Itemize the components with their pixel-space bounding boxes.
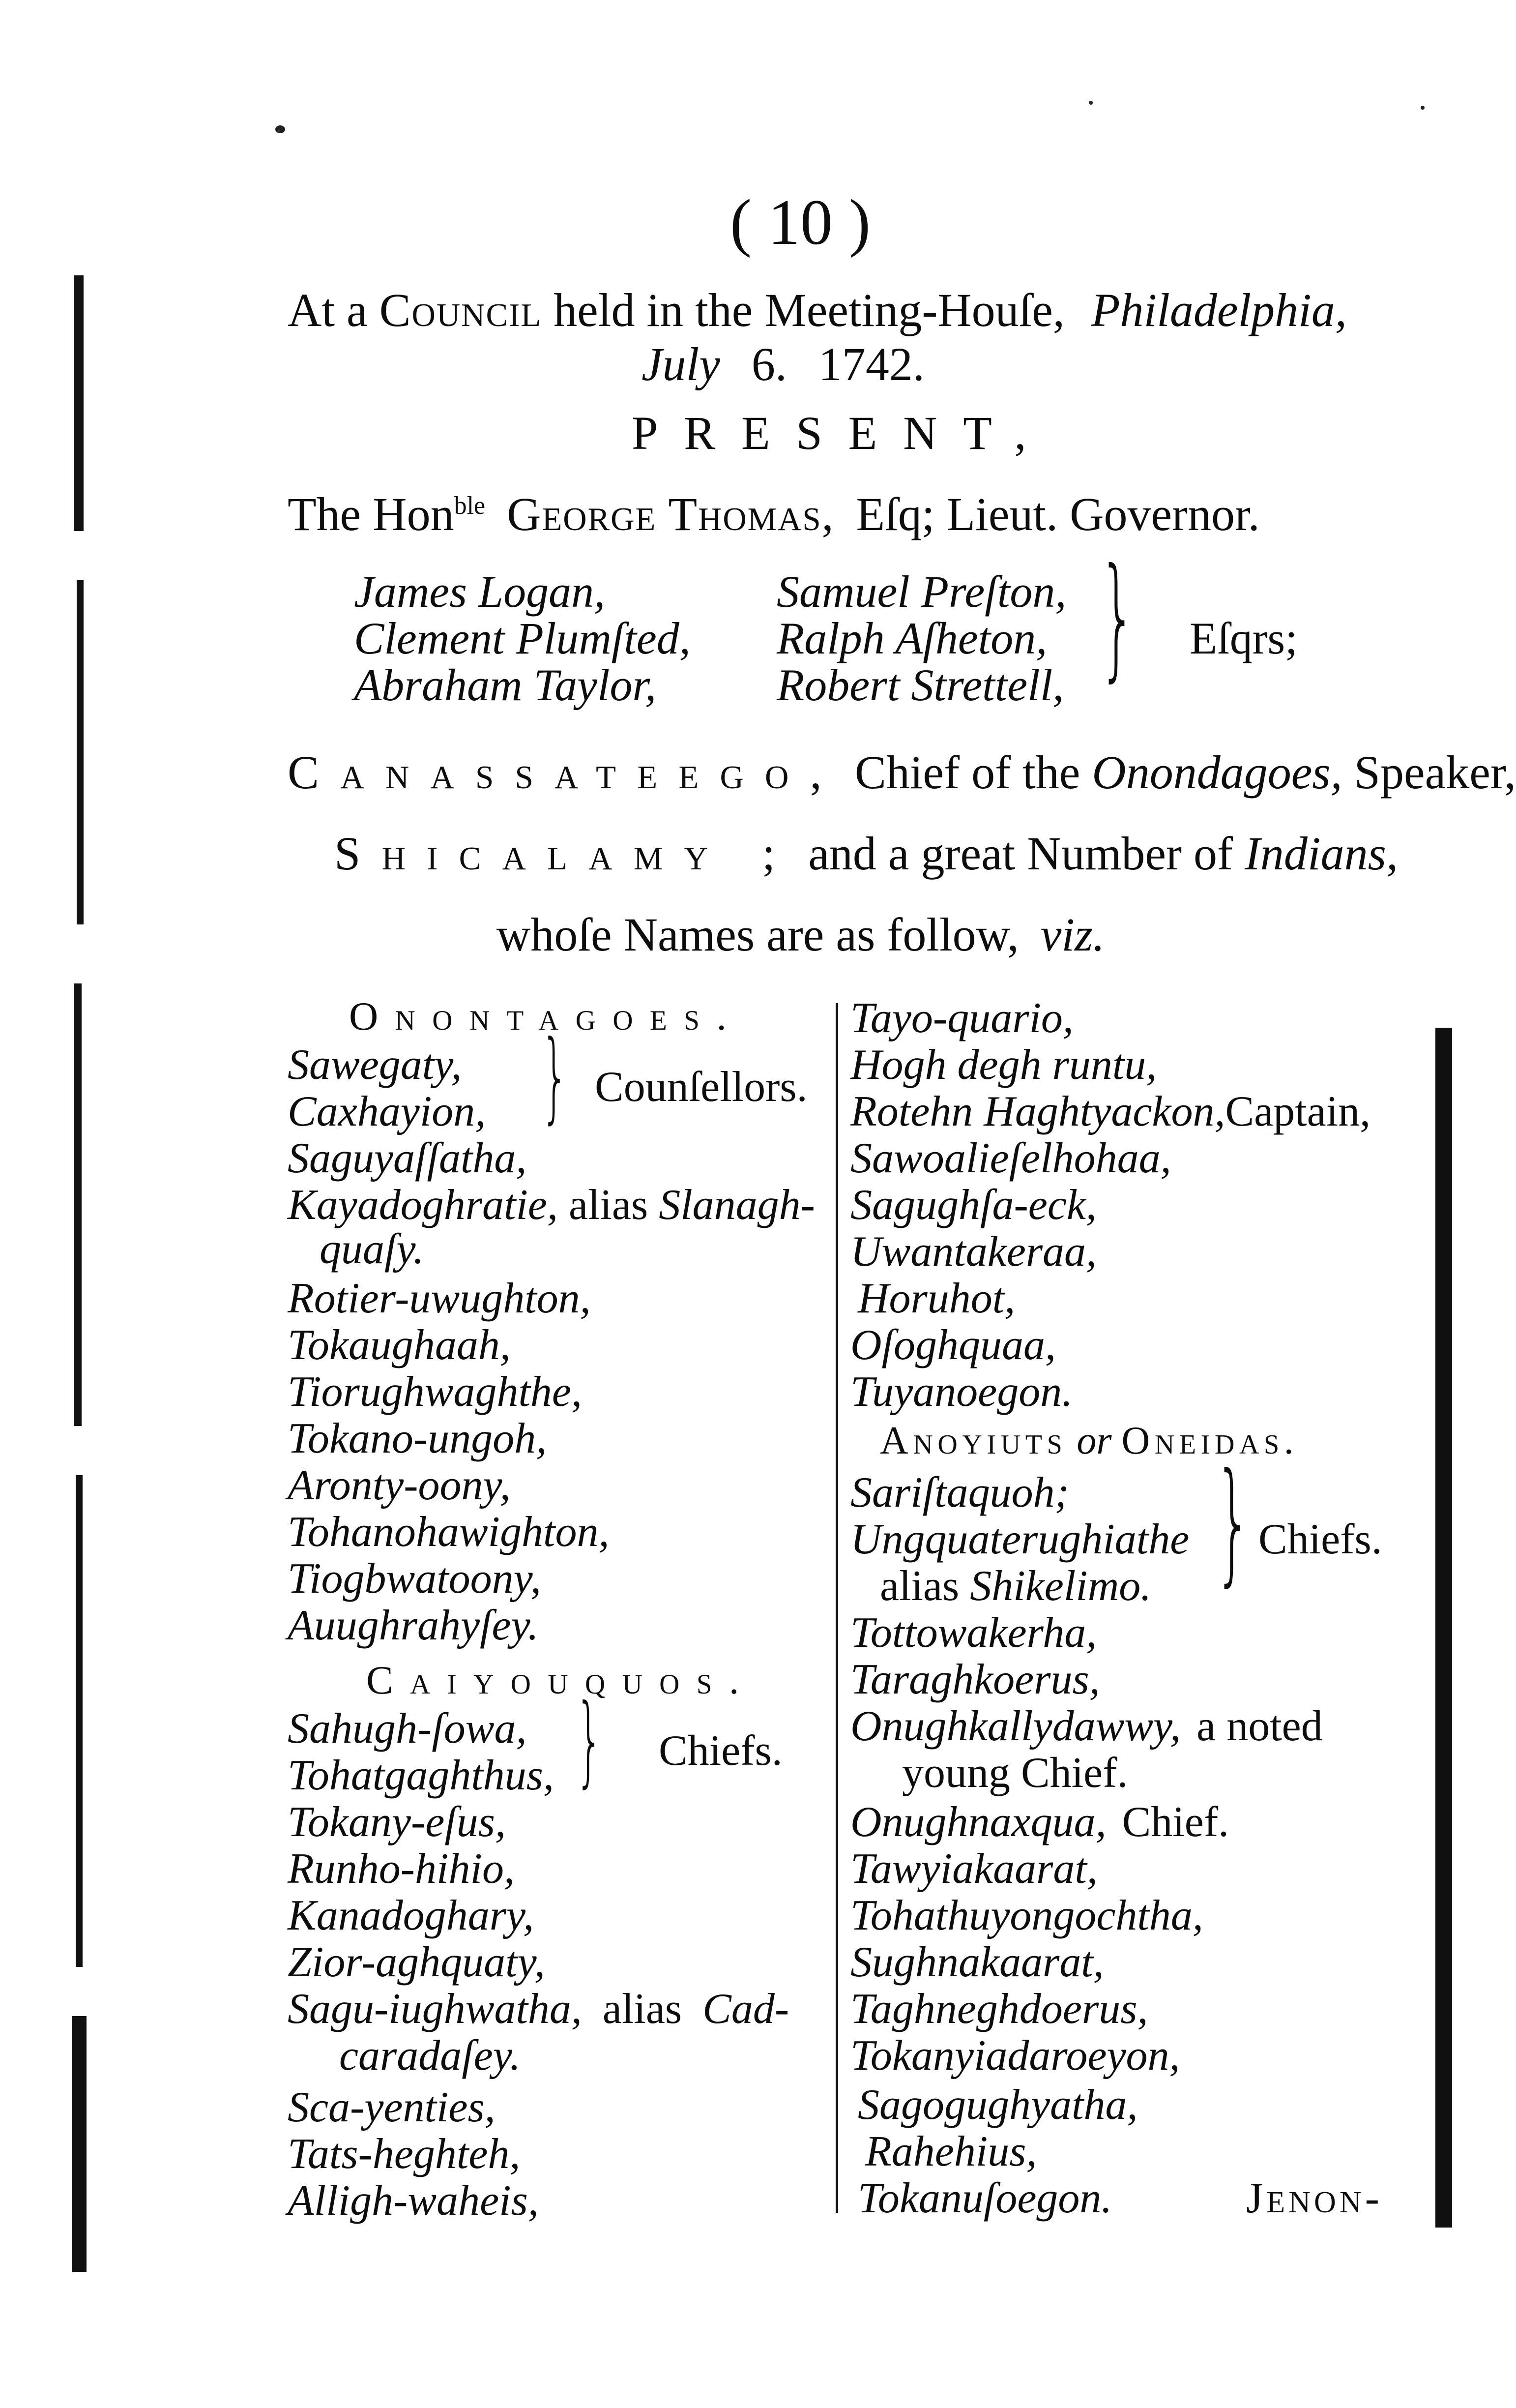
heading-place: Philadelphia,: [1091, 284, 1347, 336]
date-month: July: [641, 338, 720, 390]
indian-name: Zior-aghquaty,: [288, 1938, 545, 1986]
oneidas-heading-a: Anoyiuts: [880, 1419, 1067, 1462]
speaker-tribe: Onondagoes,: [1092, 746, 1342, 799]
esquire-name: Samuel Preſton,: [777, 566, 1067, 617]
speaker-line: [288, 745, 1516, 800]
indian-name: Aronty-oony,: [288, 1461, 511, 1509]
left-binding-edge: [74, 983, 82, 1426]
indian-name: Alligh-waheis,: [288, 2177, 539, 2225]
indian-name: Hogh degh runtu,: [850, 1041, 1157, 1089]
left-binding-edge: [74, 275, 84, 531]
governor-pre: The Hon: [288, 488, 454, 540]
ink-speck: [1089, 101, 1093, 105]
alias-word: alias: [568, 1181, 648, 1229]
governor-line: [288, 487, 1260, 541]
chief-alias-word: alias: [880, 1562, 960, 1610]
noted-chief-continuation: young Chief.: [902, 1749, 1128, 1797]
heading-pre: At a: [288, 284, 368, 336]
catchword: Jenon-: [1246, 2174, 1383, 2222]
indian-name: Tiorughwaghthe,: [288, 1368, 582, 1416]
indian-name: Rotier-uwughton,: [288, 1275, 591, 1322]
indian-name: Sughnakaarat,: [850, 1938, 1104, 1986]
chief-line-name: Onughnaxqua,: [850, 1798, 1107, 1846]
alias-line: [288, 1180, 815, 1230]
esquire-name: Clement Plumſted,: [354, 613, 691, 663]
counsellor-name: Sawegaty,: [288, 1041, 462, 1089]
indian-name: Tayo-quario,: [850, 994, 1074, 1042]
chief-line-role: Chief.: [1122, 1798, 1229, 1846]
right-brace-icon: }: [1099, 539, 1137, 694]
shicalamy-mid: and a great Number of: [808, 827, 1233, 880]
right-margin-bar: [1435, 1028, 1452, 2228]
oneidas-heading-b: Oneidas.: [1121, 1419, 1299, 1462]
indian-name: Kanadoghary,: [288, 1892, 534, 1939]
noted-chief-text: a noted: [1196, 1702, 1323, 1750]
noted-chief-line: [850, 1701, 1323, 1751]
indian-name: Tohanohawighton,: [288, 1508, 610, 1556]
chief-line: [850, 1797, 1229, 1847]
indian-name: Tokano-ungoh,: [288, 1415, 547, 1462]
indian-name: Sawoalieſelhohaa,: [850, 1134, 1171, 1182]
captain-name: Rotehn Haghtyackon,: [850, 1088, 1225, 1135]
whose-viz: viz.: [1040, 908, 1105, 961]
chief-alias-line: [880, 1561, 1151, 1611]
shicalamy-line: [334, 826, 1398, 881]
shicalamy-name: Shicalamy ;: [334, 827, 797, 880]
captain-line: [850, 1087, 1370, 1136]
page-number: ( 10 ): [730, 186, 871, 258]
date-year: 1742.: [818, 338, 925, 390]
column-divider: [836, 1003, 838, 2213]
indian-name: Taraghkoerus,: [850, 1656, 1100, 1703]
indian-name: Sagughſa-eck,: [850, 1181, 1097, 1229]
chief-alias-name: Shikelimo.: [970, 1562, 1152, 1610]
right-brace-icon: }: [575, 1683, 604, 1798]
council-heading: [288, 283, 1347, 337]
right-brace-icon: }: [541, 1019, 569, 1134]
noted-chief-name: Onughkallydawwy,: [850, 1702, 1181, 1750]
indian-name: Saguyaſſatha,: [288, 1134, 527, 1182]
alias-line: [288, 1984, 789, 2034]
indian-name: Rahehius,: [865, 2128, 1037, 2175]
chief-name: Tohatgaghthus,: [288, 1752, 554, 1799]
indian-name: Tokanyiadaroeyon,: [850, 2032, 1180, 2080]
indian-name: Tiogbwatoony,: [288, 1555, 541, 1603]
alias-primary-name: Kayadoghratie,: [288, 1181, 558, 1229]
esquire-name: James Logan,: [354, 566, 606, 617]
right-brace-icon: }: [1214, 1444, 1253, 1599]
speaker-name: Canassateego,: [288, 746, 843, 799]
chiefs-label: Chiefs.: [659, 1727, 783, 1775]
indian-name: Tawyiakaarat,: [850, 1845, 1098, 1893]
indian-name: Auughrahyſey.: [288, 1602, 539, 1649]
heading-council: Council: [379, 284, 542, 336]
indian-name: Tokaughaah,: [288, 1321, 511, 1369]
indian-name: Oſoghquaa,: [850, 1321, 1056, 1369]
alias-continuation: caradaſey.: [339, 2032, 521, 2080]
alias-secondary-name: Slanagh-: [659, 1181, 815, 1229]
governor-sup: ble: [454, 492, 486, 520]
chief-name: Ungquaterughiathe: [850, 1516, 1190, 1563]
captain-role: Captain,: [1225, 1088, 1371, 1135]
indian-name: Runho-hihio,: [288, 1845, 515, 1893]
indian-name: Tuyanoegon.: [850, 1368, 1073, 1416]
oneida-chiefs-label: Chiefs.: [1258, 1516, 1382, 1563]
oneidas-heading-or: or: [1077, 1419, 1112, 1462]
alias-primary-name: Sagu-iughwatha,: [288, 1985, 582, 2033]
indian-name: Sagogughyatha,: [858, 2081, 1138, 2129]
left-binding-edge: [76, 1475, 83, 1967]
governor-title: Eſq; Lieut. Governor.: [856, 488, 1260, 540]
counsellor-name: Caxhayion,: [288, 1088, 486, 1135]
indian-name: Tokanuſoegon.: [858, 2174, 1112, 2222]
heading-location: held in the Meeting-Houſe,: [554, 284, 1065, 336]
ink-speck: [1421, 106, 1425, 110]
indian-name: Uwantakeraa,: [850, 1228, 1097, 1276]
esquire-name: Ralph Aſheton,: [777, 613, 1048, 663]
chief-name: Sariſtaquoh;: [850, 1469, 1069, 1516]
speaker-role: Speaker,: [1354, 746, 1516, 799]
alias-secondary-name: Cad-: [702, 1985, 789, 2033]
alias-continuation: quaſy.: [320, 1225, 424, 1273]
whose-text: whoſe Names are as follow,: [496, 908, 1019, 961]
indian-name: Horuhot,: [858, 1275, 1016, 1322]
section-heading-onontagoes: Onontagoes.: [349, 994, 744, 1039]
section-heading-caiyouquos: Caiyouquos.: [366, 1658, 756, 1702]
date-day: 6.: [751, 338, 787, 390]
esquire-name: Robert Strettell,: [777, 660, 1064, 710]
left-binding-edge: [77, 580, 84, 924]
council-date: [641, 337, 925, 391]
shicalamy-indians: Indians,: [1244, 827, 1398, 880]
counsellors-label: Counſellors.: [595, 1063, 808, 1111]
esquire-name: Abraham Taylor,: [354, 660, 657, 710]
esquires-label: Eſqrs;: [1190, 613, 1298, 663]
left-binding-edge: [72, 2016, 87, 2272]
indian-name: Tohathuyongochtha,: [850, 1892, 1203, 1939]
indian-name: Tokany-eſus,: [288, 1798, 506, 1846]
indian-name: Sca-yenties,: [288, 2083, 496, 2131]
chief-name: Sahugh-ſowa,: [288, 1705, 527, 1753]
speaker-mid: Chief of the: [854, 746, 1080, 799]
alias-word: alias: [602, 1985, 682, 2033]
whose-line: [496, 907, 1105, 962]
indian-name: Tats-heghteh,: [288, 2130, 521, 2178]
ink-speck: [275, 125, 285, 133]
indian-name: Tottowakerha,: [850, 1609, 1097, 1657]
present-heading: PRESENT,: [632, 407, 1052, 459]
governor-name: George Thomas,: [507, 488, 835, 540]
indian-name: Taghneghdoerus,: [850, 1985, 1148, 2033]
